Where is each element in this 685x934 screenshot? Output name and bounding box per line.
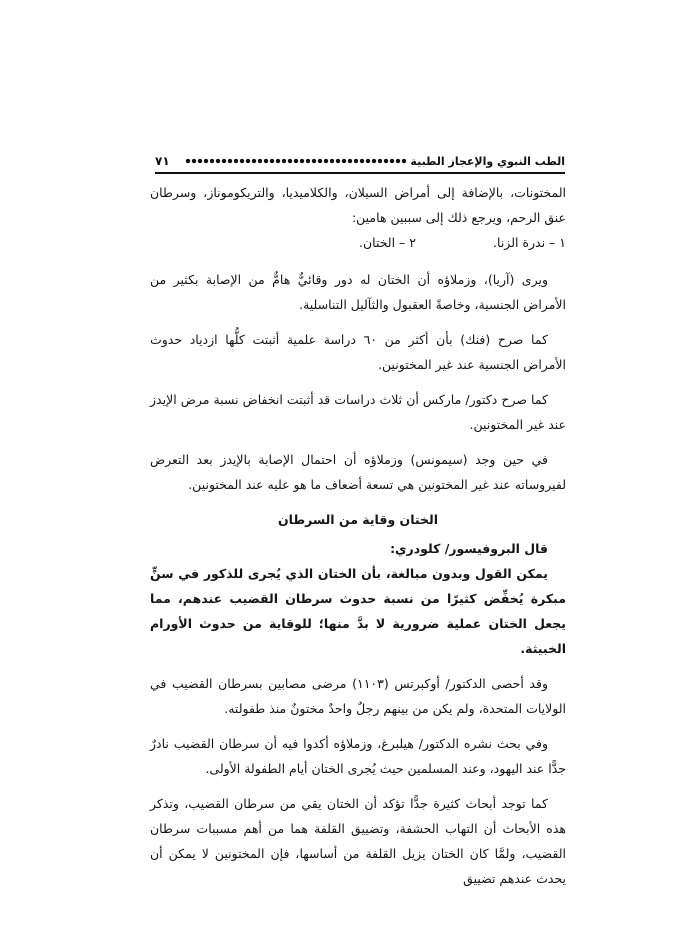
paragraph-8: وفي بحث نشره الدكتور/ هيلبرغ، وزملاؤه أكدوا فيه أن سرطان القضيب نادرٌ جدًّا عند اليهود، وعند المسلمين حيث يُجرى الختان أيام الطفولة الأولى. (150, 736, 566, 776)
paragraph-9: كما توجد أبحاث كثيرة جدًّا تؤكد أن الختان يقي من سرطان القضيب، وتذكر هذه الأبحاث أن التهاب الحشفة، وتضييق القلفة هما من أهم مسببات سرطان القضيب، ولمَّا كان الختان يزيل القلفة من أساسها، فإن المختونين لا يمكن أن يحدث عندهم تضييق (150, 796, 566, 886)
list-item: ١ – ندرة الزنا. (493, 235, 566, 250)
quote-intro: قال البروفيسور/ كلودري: (390, 541, 548, 556)
body-text (150, 180, 566, 891)
paragraph-7: وقد أحصى الدكتور/ أوكبرتس (١١٠٣) مرضى مصابين بسرطان القضيب في الولايات المتحدة، ولم يكن من بينهم رجلٌ واحدٌ مختونٌ منذ طفولته. (150, 676, 566, 716)
paragraph-5: في حين وجد (سيمونس) وزملاؤه أن احتمال الإصابة بالإيدز بعد التعرض لفيروساته عند غير المختونين هي تسعة أضعاف ما هو عليه عند المختونين. (150, 452, 566, 492)
page-number: ٧١ (155, 154, 170, 168)
paragraph-3: كما صرح (فنك) بأن أكثر من ٦٠ دراسة علمية أثبتت كلُّها ازدياد حدوث الأمراض الجنسية عند غير المختونين. (150, 332, 566, 372)
paragraph-4: كما صرح دكتور/ ماركس أن ثلاث دراسات قد أثبتت انخفاض نسبة مرض الإيدز عند غير المختونين. (150, 392, 566, 432)
paragraph-2: ويرى (آريا)، وزملاؤه أن الختان له دور وقائيٌّ هامٌّ من الإصابة بكثير من الأمراض الجنسية، وخاصةً العقبول والثآليل التناسلية. (150, 272, 566, 312)
reasons-list (150, 230, 566, 255)
running-title: الطب النبوي والإعجاز الطبية (410, 154, 565, 168)
list-item: ٢ – الختان. (359, 235, 416, 250)
paragraph-1: المختونات، بالإضافة إلى أمراض السيلان، والكلاميديا، والتريكوموناز، وسرطان عنق الرحم، ويرجع ذلك إلى سببين هامين: (150, 185, 566, 225)
paragraph-6: يمكن القول وبدون مبالغة، بأن الختان الذي يُجرى للذكور في سنٍّ مبكرة يُخفِّض كثيرًا من نسبة حدوث سرطان القضيب عندهم، مما يجعل الختان عملية ضرورية لا بدَّ منها؛ للوقاية من حدوث الأورام الخبيثة. (150, 566, 566, 656)
header-rule (155, 172, 565, 174)
section-title: الختان وقاية من السرطان (277, 512, 439, 527)
running-header (155, 152, 565, 170)
dotted-leader (185, 157, 406, 165)
